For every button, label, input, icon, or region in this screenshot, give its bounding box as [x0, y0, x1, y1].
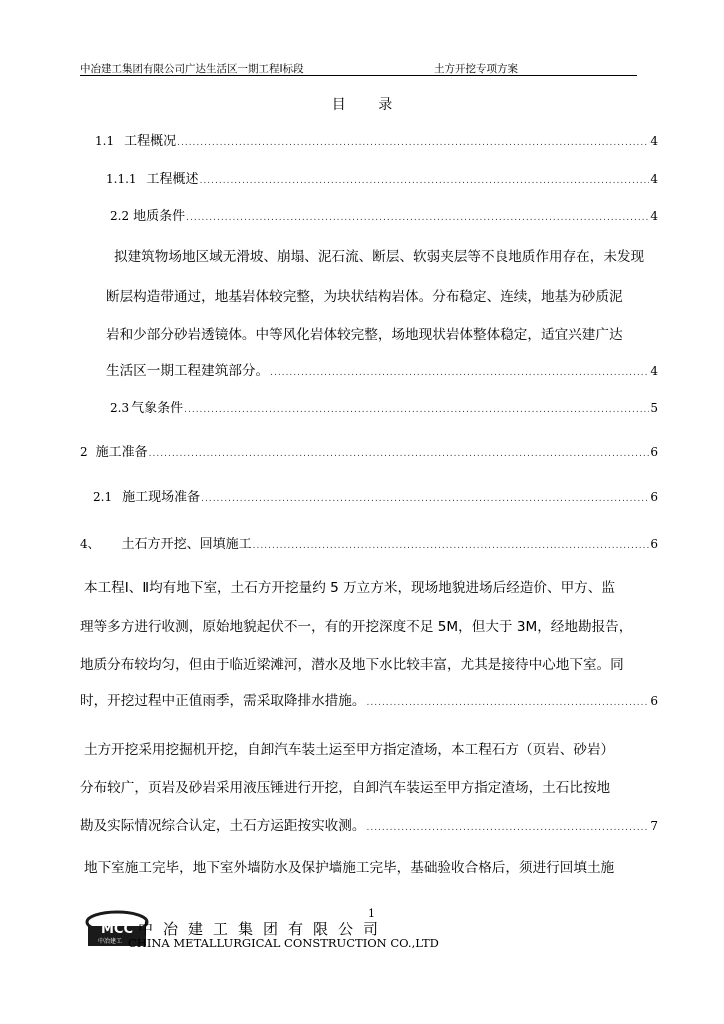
toc-leader: [366, 698, 649, 708]
toc-entry[interactable]: [110, 205, 658, 225]
geology-line: 生活区一期工程建筑部分。: [106, 363, 270, 379]
toc-entry-page: 4: [650, 134, 658, 148]
toc-leader: [149, 449, 650, 459]
toc-entry-page: 4: [650, 364, 658, 378]
paragraph-line: 土方开挖采用挖掘机开挖，自卸汽车装土运至甲方指定渣场，本工程石方（页岩、砂岩）: [84, 742, 615, 758]
paragraph-line: 本工程Ⅰ、Ⅱ均有地下室，土石方开挖量约 5 万立方米，现场地貌进场后经造价、甲方、监: [84, 580, 615, 596]
toc-entry[interactable]: [80, 533, 658, 553]
toc-entry-title: 气象条件: [131, 401, 184, 416]
toc-entry[interactable]: [110, 397, 658, 417]
toc-entry[interactable]: [80, 441, 658, 461]
toc-entry-number: 1.1: [95, 134, 115, 148]
geology-line: 拟建筑物场地区域无滑坡、崩塌、泥石流、断层、软弱夹层等不良地质作用存在，未发现: [114, 249, 645, 265]
paragraph-line: 地下室施工完毕，地下室外墙防水及保护墙施工完毕，基础验收合格后，须进行回填土施: [84, 860, 615, 876]
toc-entry-title: 施工准备: [95, 445, 148, 460]
toc-leader: [201, 494, 649, 504]
company-name-en: CHINA METALLURGICAL CONSTRUCTION CO.,LTD: [128, 936, 439, 950]
toc-entry-title: 地质条件: [133, 209, 186, 224]
toc-entry[interactable]: [93, 486, 658, 506]
toc-entry-title: 工程概述: [146, 172, 199, 187]
toc-entry-page: 6: [650, 537, 658, 551]
toc-entry-page: 7: [650, 819, 658, 833]
toc-leader: [366, 823, 649, 833]
toc-entry[interactable]: [80, 814, 658, 834]
toc-entry-title: 工程概况: [124, 134, 177, 149]
toc-entry-number: 2.3: [110, 401, 130, 415]
toc-title: 目 录: [331, 97, 407, 113]
paragraph-line: 时，开挖过程中正值雨季，需采取降排水措施。: [80, 693, 366, 709]
toc-entry-page: 6: [650, 490, 658, 504]
toc-leader: [177, 138, 649, 148]
logo-subtext: 中冶建工: [97, 938, 123, 945]
paragraph-line: 分布较广，页岩及砂岩采用液压锤进行开挖，自卸汽车装运至甲方指定渣场，土石比按地: [80, 780, 611, 796]
toc-entry-title: 施工现场准备: [122, 490, 201, 505]
geology-line: 断层构造带通过，地基岩体较完整，为块状结构岩体。分布稳定、连续，地基为砂质泥: [106, 289, 623, 305]
toc-leader: [253, 541, 650, 551]
toc-entry[interactable]: [95, 130, 658, 150]
paragraph-line: 地质分布较均匀，但由于临近梁滩河，潜水及地下水比较丰富，尤其是接待中心地下室。同: [80, 657, 624, 673]
toc-entry[interactable]: [80, 689, 658, 709]
toc-entry-page: 5: [650, 401, 658, 415]
geology-line: 岩和少部分砂岩透镜体。中等风化岩体较完整，场地现状岩体整体稳定，适宜兴建广达: [106, 327, 623, 343]
toc-entry-title: 土石方开挖、回填施工: [121, 537, 252, 552]
toc-leader: [200, 176, 650, 186]
toc-entry-number: 4、: [80, 537, 100, 551]
toc-entry[interactable]: [106, 359, 658, 379]
toc-entry-page: 6: [650, 694, 658, 708]
toc-leader: [270, 368, 649, 378]
toc-entry-number: 2: [80, 445, 88, 459]
toc-entry-page: 4: [650, 209, 658, 223]
page-number: 1: [368, 907, 375, 920]
header-left: 中冶建工集团有限公司广达生活区一期工程Ⅰ标段: [80, 63, 304, 75]
toc-leader: [184, 405, 649, 415]
paragraph-line: 勘及实际情况综合认定，土石方运距按实收测。: [80, 818, 366, 834]
company-name-cn: 中冶建工集团有限公司: [138, 920, 389, 938]
toc-entry-number: 2.1: [93, 490, 113, 504]
toc-entry-page: 6: [650, 445, 658, 459]
toc-entry-number: 2.2: [110, 209, 130, 223]
toc-entry[interactable]: [106, 168, 658, 188]
toc-leader: [186, 213, 649, 223]
paragraph-line: 理等多方进行收测，原始地貌起伏不一，有的开挖深度不足 5M，但大于 3M，经地勘报告，: [80, 619, 633, 635]
logo-text: MCC: [100, 922, 134, 937]
toc-entry-number: 1.1.1: [106, 172, 137, 186]
toc-entry-page: 4: [650, 172, 658, 186]
header-rule: [80, 75, 637, 76]
header-right: 土方开挖专项方案: [434, 63, 518, 75]
